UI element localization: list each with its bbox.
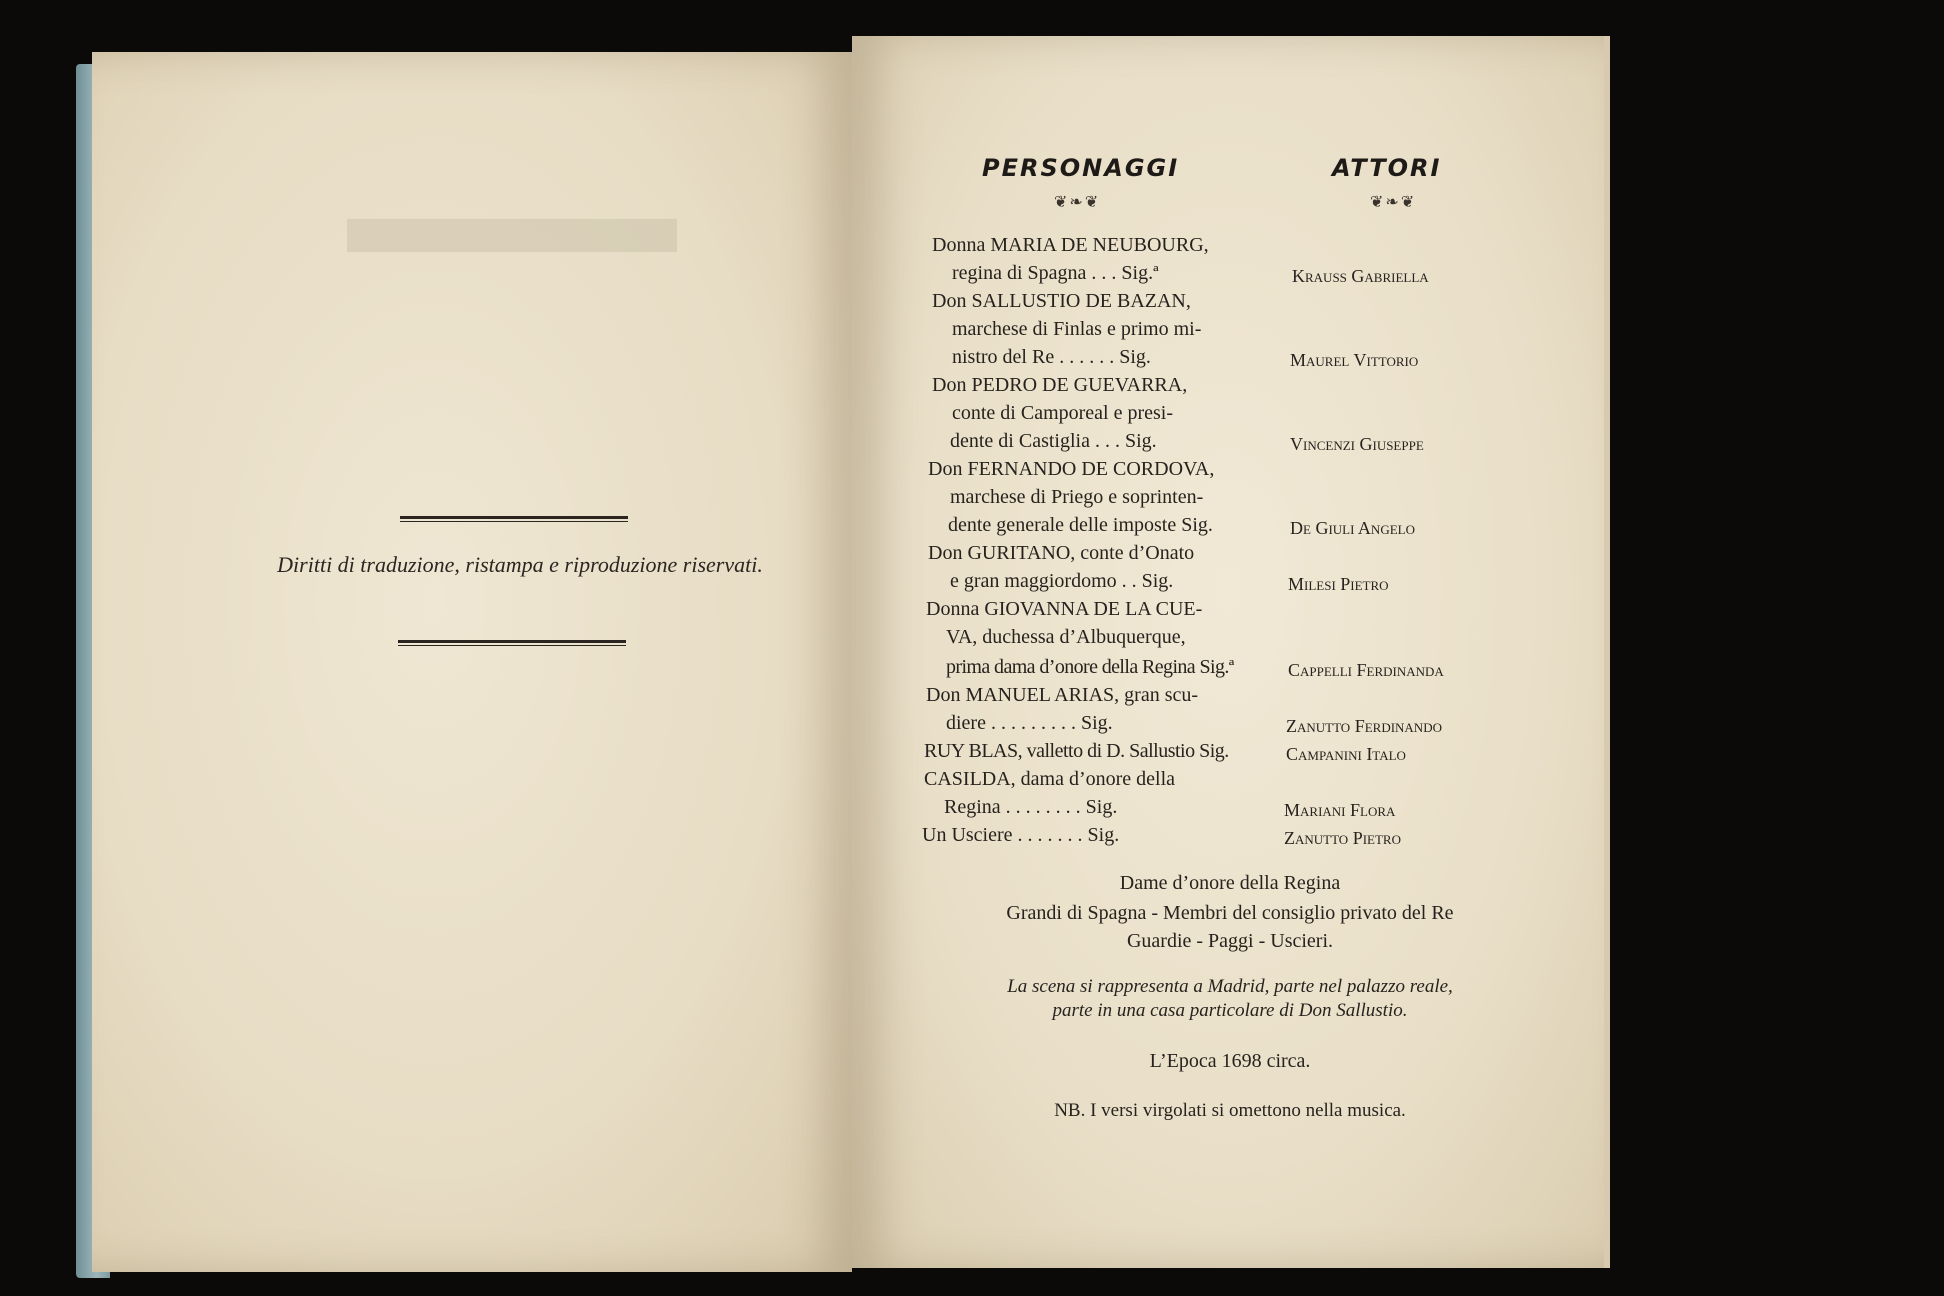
actor-name: Campanini Italo: [1286, 744, 1406, 764]
cast-line: Donna MARIA DE NEUBOURG,: [932, 234, 1209, 256]
cast-line: e gran maggiordomo . . Sig.: [950, 570, 1174, 592]
cast-line: Don FERNANDO DE CORDOVA,: [928, 458, 1215, 480]
extras-line: Grandi di Spagna - Membri del consiglio privato del Re: [1006, 902, 1454, 924]
cast-line: Don PEDRO DE GUEVARRA,: [932, 374, 1188, 396]
actor-name: Krauss Gabriella: [1292, 266, 1429, 286]
extras-line: Guardie - Paggi - Uscieri.: [1126, 930, 1334, 952]
cast-line: Donna GIOVANNA DE LA CUE-: [926, 598, 1203, 620]
cast-line: nistro del Re . . . . . . Sig.: [952, 346, 1151, 368]
cast-line: RUY BLAS, valletto di D. Sallustio Sig.: [924, 740, 1229, 762]
cast-line: Un Usciere . . . . . . . Sig.: [922, 824, 1120, 846]
cast-line: regina di Spagna . . . Sig.ª: [952, 262, 1159, 284]
cast-line: VA, duchessa d’Albuquerque,: [946, 626, 1186, 648]
cast-line: marchese di Priego e soprinten-: [950, 486, 1204, 508]
actor-name: Milesi Pietro: [1288, 574, 1389, 594]
cast-line: dente generale delle imposte Sig.: [948, 514, 1213, 536]
extras-line: Dame d’onore della Regina: [1119, 872, 1341, 894]
cast-line: Don MANUEL ARIAS, gran scu-: [926, 684, 1199, 706]
cast-line: conte di Camporeal e presi-: [952, 402, 1174, 424]
ornament-characters: ❦❧❦: [1054, 194, 1101, 211]
actor-name: Cappelli Ferdinanda: [1288, 660, 1444, 680]
bleed-through-ghost: ▬▬▬: [347, 154, 677, 276]
cast-line: Don GURITANO, conte d’Onato: [928, 542, 1195, 564]
rights-notice: Diritti di traduzione, ristampa e riproduzione riservati.: [277, 552, 763, 577]
actor-name: Vincenzi Giuseppe: [1290, 434, 1424, 454]
nb-note: NB. I versi virgolati si omettono nella musica.: [1054, 1100, 1406, 1121]
actor-name: Zanutto Pietro: [1284, 828, 1401, 848]
actor-name: De Giuli Angelo: [1290, 518, 1415, 538]
cast-line: prima dama d’onore della Regina Sig.ª: [946, 656, 1234, 678]
epoch-line: L’Epoca 1698 circa.: [1149, 1050, 1311, 1072]
actor-name: Zanutto Ferdinando: [1286, 716, 1442, 736]
scene-note-line: La scena si rappresenta a Madrid, parte nel palazzo reale,: [1007, 976, 1453, 997]
cast-line: CASILDA, dama d’onore della: [924, 768, 1176, 790]
cast-line: dente di Castiglia . . . Sig.: [950, 430, 1157, 452]
header-characters: PERSONAGGI: [982, 154, 1180, 182]
ornament-actors: ❦❧❦: [1370, 194, 1417, 211]
header-actors: ATTORI: [1332, 154, 1442, 182]
cast-line: diere . . . . . . . . . Sig.: [946, 712, 1113, 734]
right-page: [852, 36, 1610, 1268]
cast-line: Don SALLUSTIO DE BAZAN,: [932, 290, 1191, 312]
bottom-rule: [398, 640, 626, 646]
actor-name: Mariani Flora: [1284, 800, 1396, 820]
top-rule: [400, 516, 628, 522]
cast-line: Regina . . . . . . . . Sig.: [944, 796, 1118, 818]
left-page: [92, 52, 852, 1272]
actor-name: Maurel Vittorio: [1290, 350, 1419, 370]
scene-note-line: parte in una casa particolare di Don Sallustio.: [1052, 1000, 1408, 1021]
cast-line: marchese di Finlas e primo mi-: [952, 318, 1202, 340]
